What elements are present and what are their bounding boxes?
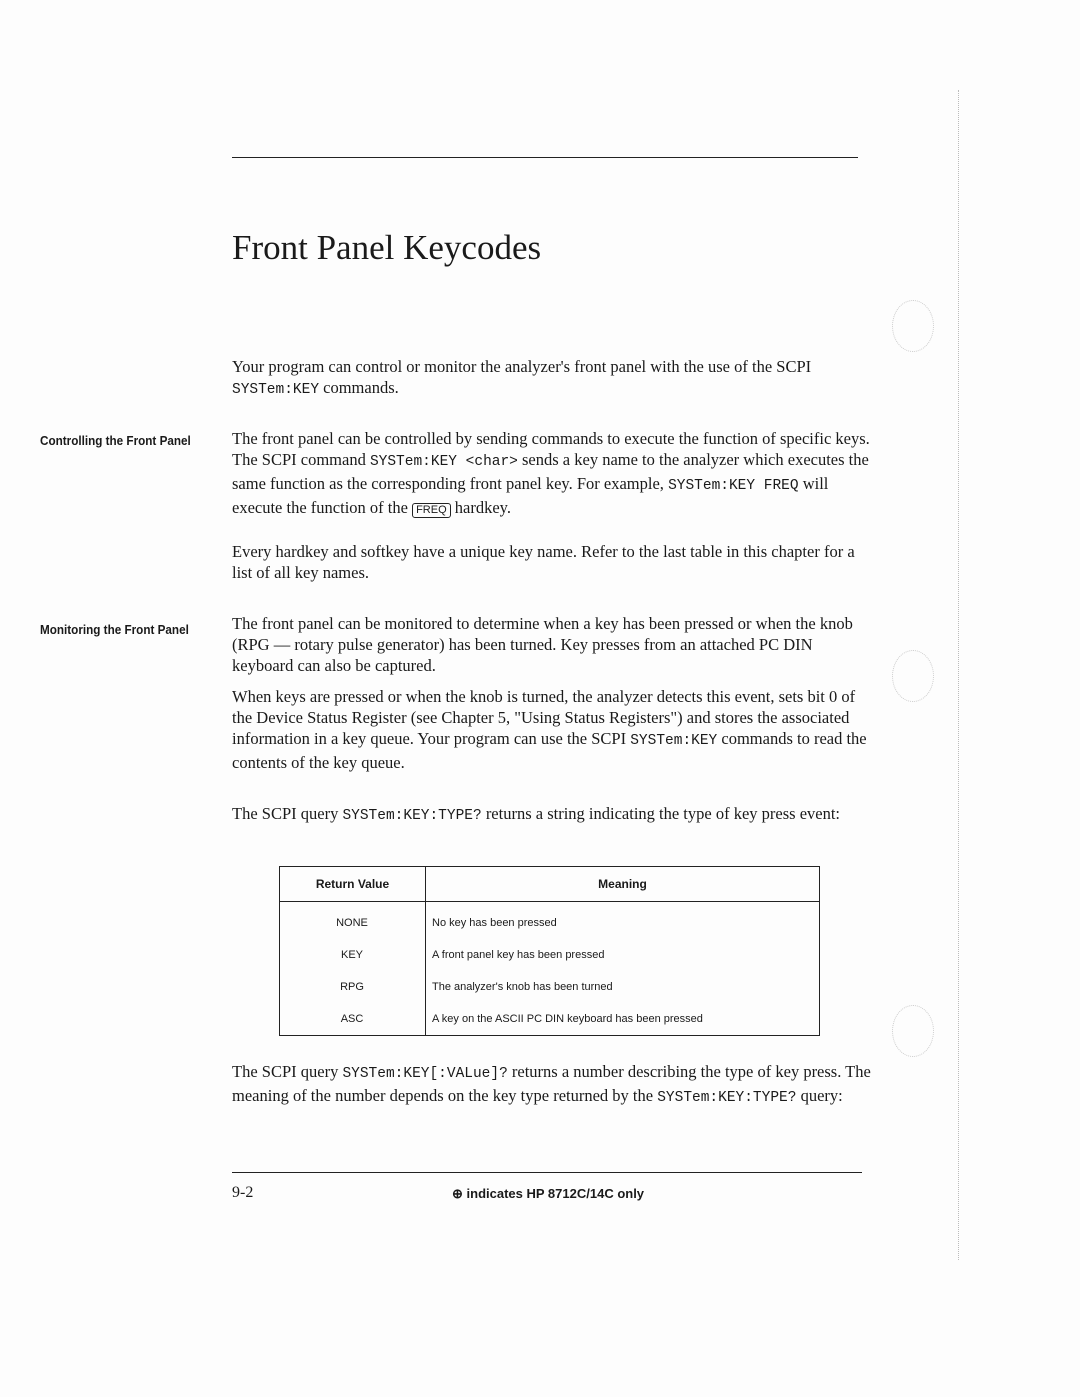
- text-segment: will execute the function of the: [232, 474, 829, 517]
- page-number: 9-2: [232, 1184, 254, 1201]
- return-value-table: [279, 866, 820, 1036]
- text-segment: returns a string indicating the type of key press event:: [481, 804, 841, 823]
- side-heading-monitoring: Monitoring the Front Panel: [40, 622, 189, 637]
- text-segment: SYSTem:KEY FREQ: [668, 478, 799, 494]
- text-segment: The SCPI query: [232, 804, 343, 823]
- table-row: [280, 971, 820, 1003]
- top-rule: [232, 157, 858, 158]
- table-row: [280, 1003, 820, 1036]
- key-queue-paragraph: [232, 686, 872, 773]
- text-segment: sends a key name to the analyzer which executes the same function as the corresponding front panel key. For example,: [232, 450, 869, 493]
- text-segment: commands to read the contents of the key queue.: [232, 729, 867, 772]
- text-segment: A key on the ASCII PC DIN keyboard has been pressed: [426, 1003, 820, 1036]
- table-row: [280, 902, 820, 940]
- text-segment: SYSTem:KEY <char>: [369, 454, 518, 470]
- text-segment: A front panel key has been pressed: [426, 939, 820, 971]
- text-segment: query:: [796, 1086, 843, 1105]
- text-segment: RPG: [280, 971, 426, 1003]
- text-segment: ASC: [280, 1003, 426, 1036]
- text-segment: When keys are pressed or when the knob is turned, the analyzer detects this event, sets bit 0 of the Device Status Register (see Chapter 5, "Using Status Registers") and stores the associated information in a key queue. Your program can use the SCPI: [232, 687, 856, 748]
- text-segment: commands.: [319, 378, 399, 397]
- globe-icon: ⊕: [452, 1186, 463, 1201]
- binding-hole: [892, 1005, 934, 1057]
- text-segment: The front panel can be controlled by sending commands to execute the function of specific keys. The SCPI command: [232, 429, 870, 469]
- keyname-paragraph: Every hardkey and softkey have a unique key name. Refer to the last table in this chapter for a list of all key names.: [232, 542, 855, 582]
- text-segment: Your program can control or monitor the analyzer's front panel with the use of the SCPI: [232, 357, 812, 376]
- side-heading-controlling: Controlling the Front Panel: [40, 433, 191, 448]
- text-segment: KEY: [280, 939, 426, 971]
- type-query-paragraph: [232, 803, 872, 827]
- text-segment: indicates HP 8712C/14C only: [466, 1186, 645, 1201]
- scan-edge: [958, 90, 959, 1260]
- page-title: Front Panel Keycodes: [232, 228, 542, 268]
- text-segment: SYSTem:KEY:TYPE?: [657, 1090, 797, 1106]
- monitoring-paragraph: The front panel can be monitored to determine when a key has been pressed or when the knob (RPG — rotary pulse generator) has been turned. Key presses from an attached PC DIN keyboard can also be captured.: [232, 614, 853, 675]
- text-segment: returns a number describing the type of key press. The meaning of the number depends on the key type returned by the: [232, 1062, 871, 1105]
- text-segment: hardkey.: [450, 498, 511, 517]
- intro-paragraph: [232, 356, 872, 401]
- text-segment: SYSTem:KEY: [232, 382, 320, 398]
- controlling-paragraph: [232, 428, 872, 518]
- text-segment: The analyzer's knob has been turned: [426, 971, 820, 1003]
- text-segment: SYSTem:KEY:TYPE?: [342, 808, 482, 824]
- text-segment: SYSTem:KEY: [630, 733, 718, 749]
- footer-rule: [232, 1172, 862, 1173]
- text-segment: SYSTem:KEY[:VALue]?: [342, 1066, 508, 1082]
- value-query-paragraph: [232, 1061, 872, 1109]
- table-row: [280, 939, 820, 971]
- header-meaning: Meaning: [426, 867, 820, 902]
- text-segment: The SCPI query: [232, 1062, 343, 1081]
- binding-hole: [892, 650, 934, 702]
- freq-hardkey: FREQ: [412, 503, 451, 518]
- footer-note: [452, 1186, 644, 1202]
- binding-hole: [892, 300, 934, 352]
- text-segment: NONE: [280, 902, 426, 940]
- header-return-value: Return Value: [280, 867, 426, 902]
- text-segment: No key has been pressed: [426, 902, 820, 940]
